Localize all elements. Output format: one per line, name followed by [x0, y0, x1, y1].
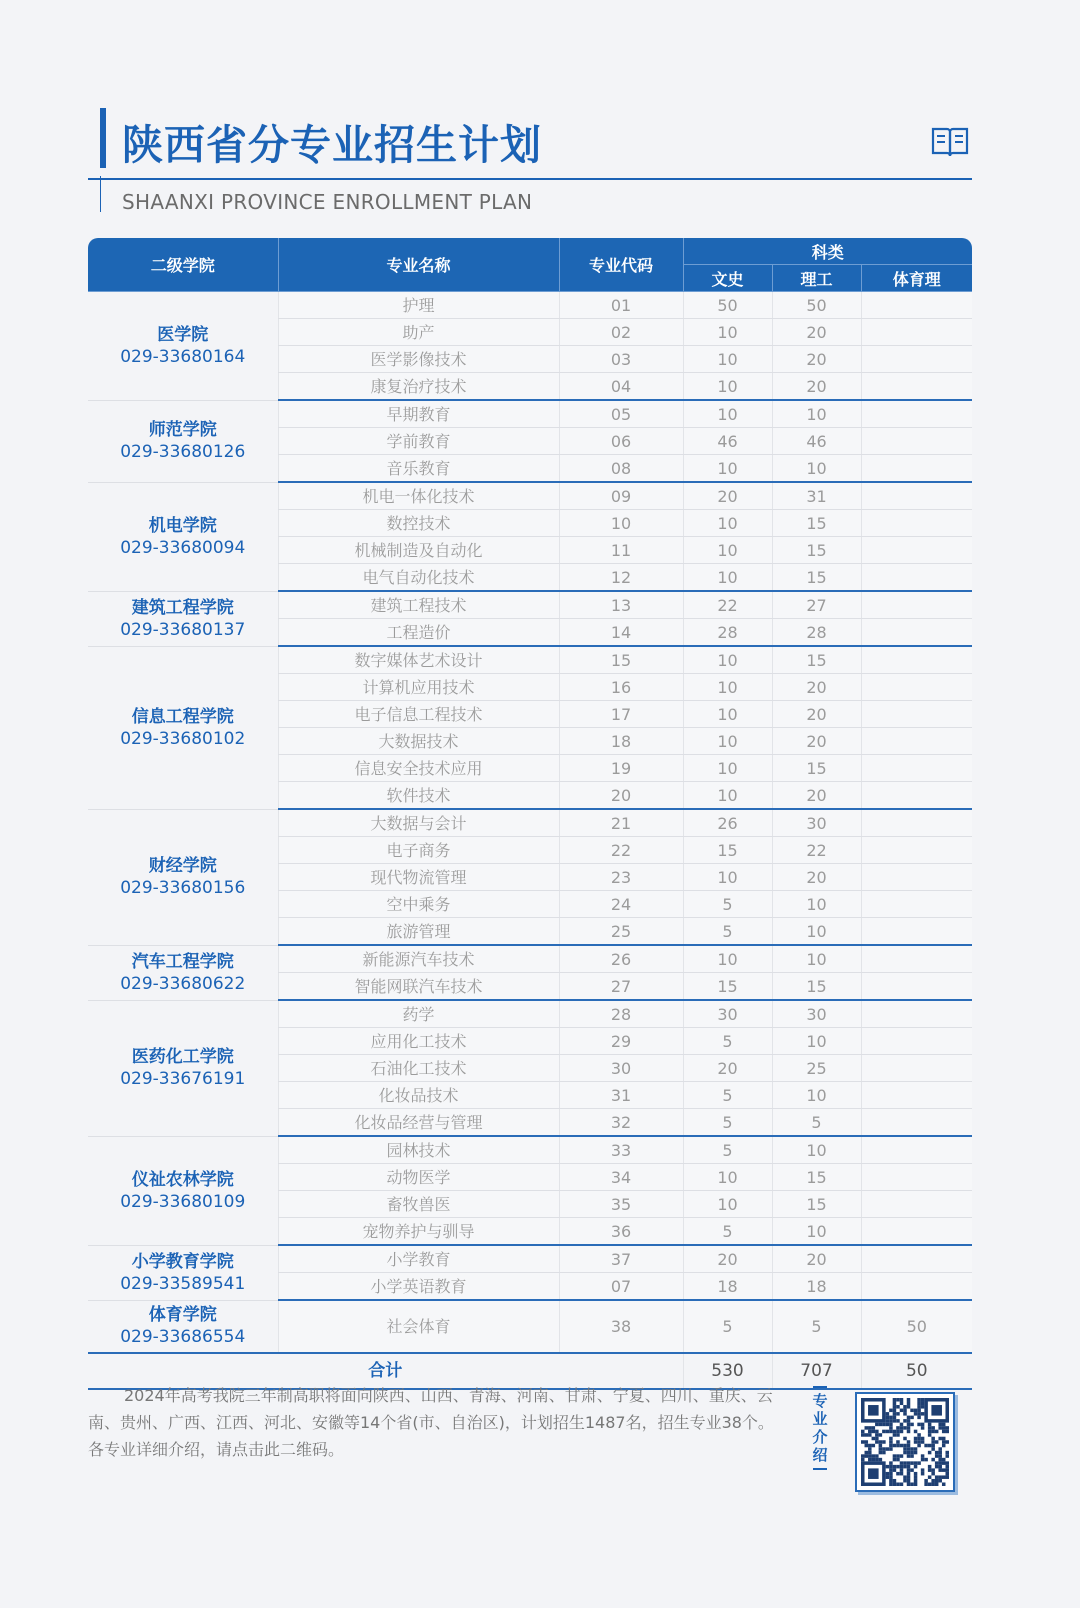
arts-quota-cell: 10: [683, 755, 772, 782]
page-header: [88, 102, 972, 222]
college-name: 信息工程学院: [131, 706, 234, 727]
arts-quota-cell: 10: [683, 674, 772, 701]
science-quota-cell: 10: [772, 455, 861, 483]
major-name-cell: 信息安全技术应用: [278, 755, 559, 782]
sports-quota-cell: [861, 482, 972, 510]
sports-quota-cell: [861, 1109, 972, 1137]
sports-quota-cell: [861, 1245, 972, 1273]
college-phone: 029-33680622: [120, 973, 246, 994]
arts-quota-cell: 10: [683, 564, 772, 592]
header-science: 理工: [772, 265, 861, 292]
header-arts: 文史: [683, 265, 772, 292]
arts-quota-cell: 5: [683, 918, 772, 946]
table-row: [88, 591, 972, 619]
science-quota-cell: 25: [772, 1055, 861, 1082]
sports-quota-cell: [861, 564, 972, 592]
sports-quota-cell: [861, 455, 972, 483]
arts-quota-cell: 50: [683, 292, 772, 319]
arts-quota-cell: 22: [683, 591, 772, 619]
major-name-cell: 工程造价: [278, 619, 559, 647]
page-subtitle: SHAANXI PROVINCE ENROLLMENT PLAN: [122, 190, 533, 214]
title-divider: [88, 178, 972, 180]
college-cell: [88, 945, 278, 1000]
science-quota-cell: 15: [772, 755, 861, 782]
major-code-cell: 24: [559, 891, 683, 918]
major-code-cell: 28: [559, 1000, 683, 1028]
major-code-cell: 07: [559, 1273, 683, 1301]
science-quota-cell: 10: [772, 1082, 861, 1109]
major-name-cell: 大数据与会计: [278, 809, 559, 837]
science-quota-cell: 15: [772, 1164, 861, 1191]
science-quota-cell: 15: [772, 1191, 861, 1218]
college-cell: [88, 1300, 278, 1353]
sports-quota-cell: [861, 591, 972, 619]
college-phone: 029-33680126: [120, 442, 246, 462]
major-code-cell: 23: [559, 864, 683, 891]
table-row: [88, 292, 972, 319]
arts-quota-cell: 20: [683, 482, 772, 510]
arts-quota-cell: 28: [683, 619, 772, 647]
sports-quota-cell: [861, 782, 972, 810]
college-phone: 029-33676191: [120, 1069, 246, 1089]
major-code-cell: 05: [559, 400, 683, 428]
enrollment-note: 2024年高考我院三年制高职将面向陕西、山西、青海、河南、甘肃、宁夏、四川、重庆、云南、贵州、广西、江西、河北、安徽等14个省(市、自治区)，计划招生1487名，招生专业38个。各专业详细介绍，请点击此二维码。: [88, 1386, 774, 1459]
science-quota-cell: 20: [772, 1245, 861, 1273]
table-row: [88, 1245, 972, 1273]
sports-quota-cell: [861, 864, 972, 891]
college-phone: 029-33680094: [120, 537, 246, 558]
arts-quota-cell: 10: [683, 537, 772, 564]
major-name-cell: 电气自动化技术: [278, 564, 559, 592]
major-code-cell: 31: [559, 1082, 683, 1109]
arts-quota-cell: 10: [683, 319, 772, 346]
major-code-cell: 14: [559, 619, 683, 647]
science-quota-cell: 20: [772, 674, 861, 701]
college-phone: 029-33680137: [120, 619, 246, 640]
sports-quota-cell: [861, 1136, 972, 1164]
sports-quota-cell: [861, 319, 972, 346]
science-quota-cell: 10: [772, 945, 861, 973]
college-name: 汽车工程学院: [131, 951, 234, 972]
sports-quota-cell: [861, 1218, 972, 1246]
major-code-cell: 11: [559, 537, 683, 564]
major-code-cell: 01: [559, 292, 683, 319]
science-quota-cell: 20: [772, 864, 861, 891]
major-code-cell: 37: [559, 1245, 683, 1273]
science-quota-cell: 15: [772, 564, 861, 592]
science-quota-cell: 20: [772, 782, 861, 810]
sports-quota-cell: [861, 400, 972, 428]
major-name-cell: 应用化工技术: [278, 1028, 559, 1055]
table-row: [88, 809, 972, 837]
sports-quota-cell: [861, 1000, 972, 1028]
sports-quota-cell: [861, 346, 972, 373]
major-name-cell: 园林技术: [278, 1136, 559, 1164]
header-code: 专业代码: [559, 238, 683, 292]
college-cell: [88, 646, 278, 809]
science-quota-cell: 28: [772, 619, 861, 647]
enrollment-plan-table: [88, 238, 972, 1390]
arts-quota-cell: 5: [683, 891, 772, 918]
major-code-cell: 18: [559, 728, 683, 755]
college-name: 财经学院: [148, 856, 217, 876]
major-name-cell: 小学英语教育: [278, 1273, 559, 1301]
college-name: 建筑工程学院: [131, 597, 234, 618]
table-row: [88, 945, 972, 973]
total-sports: 50: [861, 1353, 972, 1389]
arts-quota-cell: 10: [683, 728, 772, 755]
arts-quota-cell: 26: [683, 809, 772, 837]
college-cell: [88, 1245, 278, 1300]
sports-quota-cell: [861, 1164, 972, 1191]
sports-quota-cell: [861, 701, 972, 728]
college-name: 医药化工学院: [131, 1047, 234, 1067]
arts-quota-cell: 10: [683, 373, 772, 401]
science-quota-cell: 46: [772, 428, 861, 455]
major-name-cell: 机械制造及自动化: [278, 537, 559, 564]
arts-quota-cell: 15: [683, 837, 772, 864]
table-row: [88, 482, 972, 510]
major-intro-label: [810, 1382, 830, 1474]
major-code-cell: 08: [559, 455, 683, 483]
major-code-cell: 27: [559, 973, 683, 1001]
major-code-cell: 13: [559, 591, 683, 619]
arts-quota-cell: 15: [683, 973, 772, 1001]
header-category: 科类: [683, 238, 972, 265]
science-quota-cell: 20: [772, 319, 861, 346]
college-name: 医学院: [157, 324, 209, 345]
total-science: 707: [772, 1353, 861, 1389]
sports-quota-cell: 50: [861, 1300, 972, 1353]
science-quota-cell: 15: [772, 510, 861, 537]
arts-quota-cell: 30: [683, 1000, 772, 1028]
header-college: 二级学院: [88, 238, 278, 292]
major-name-cell: 音乐教育: [278, 455, 559, 483]
major-code-cell: 19: [559, 755, 683, 782]
major-name-cell: 软件技术: [278, 782, 559, 810]
sports-quota-cell: [861, 373, 972, 401]
major-code-cell: 38: [559, 1300, 683, 1353]
major-name-cell: 化妆品技术: [278, 1082, 559, 1109]
major-name-cell: 新能源汽车技术: [278, 945, 559, 973]
college-name: 体育学院: [148, 1305, 217, 1326]
major-code-cell: 09: [559, 482, 683, 510]
major-name-cell: 社会体育: [278, 1300, 559, 1353]
major-code-cell: 26: [559, 945, 683, 973]
total-label: 合计: [88, 1353, 683, 1389]
major-name-cell: 化妆品经营与管理: [278, 1109, 559, 1137]
table-row: [88, 646, 972, 674]
science-quota-cell: 10: [772, 400, 861, 428]
major-name-cell: 数字媒体艺术设计: [278, 646, 559, 674]
arts-quota-cell: 10: [683, 1164, 772, 1191]
arts-quota-cell: 10: [683, 400, 772, 428]
major-code-cell: 35: [559, 1191, 683, 1218]
major-code-cell: 03: [559, 346, 683, 373]
science-quota-cell: 10: [772, 1136, 861, 1164]
sports-quota-cell: [861, 1055, 972, 1082]
major-name-cell: 康复治疗技术: [278, 373, 559, 401]
arts-quota-cell: 10: [683, 701, 772, 728]
college-phone: 029-33686554: [120, 1327, 246, 1348]
major-name-cell: 电子信息工程技术: [278, 701, 559, 728]
science-quota-cell: 10: [772, 918, 861, 946]
major-code-cell: 32: [559, 1109, 683, 1137]
sports-quota-cell: [861, 674, 972, 701]
arts-quota-cell: 5: [683, 1028, 772, 1055]
major-code-cell: 21: [559, 809, 683, 837]
sports-quota-cell: [861, 646, 972, 674]
arts-quota-cell: 10: [683, 346, 772, 373]
college-cell: [88, 482, 278, 591]
science-quota-cell: 30: [772, 809, 861, 837]
arts-quota-cell: 10: [683, 945, 772, 973]
major-name-cell: 大数据技术: [278, 728, 559, 755]
sports-quota-cell: [861, 1191, 972, 1218]
college-cell: [88, 1000, 278, 1136]
science-quota-cell: 18: [772, 1273, 861, 1301]
sports-quota-cell: [861, 837, 972, 864]
arts-quota-cell: 10: [683, 646, 772, 674]
arts-quota-cell: 10: [683, 510, 772, 537]
open-book-icon: [930, 124, 970, 160]
title-accent-line: [100, 176, 101, 212]
college-cell: [88, 292, 278, 401]
science-quota-cell: 31: [772, 482, 861, 510]
science-quota-cell: 20: [772, 728, 861, 755]
arts-quota-cell: 10: [683, 455, 772, 483]
arts-quota-cell: 20: [683, 1245, 772, 1273]
science-quota-cell: 15: [772, 973, 861, 1001]
college-phone: 029-33680164: [120, 346, 246, 367]
arts-quota-cell: 5: [683, 1136, 772, 1164]
major-code-cell: 36: [559, 1218, 683, 1246]
major-name-cell: 计算机应用技术: [278, 674, 559, 701]
major-name-cell: 动物医学: [278, 1164, 559, 1191]
college-name: 师范学院: [148, 420, 217, 440]
major-name-cell: 石油化工技术: [278, 1055, 559, 1082]
major-code-cell: 34: [559, 1164, 683, 1191]
major-name-cell: 小学教育: [278, 1245, 559, 1273]
science-quota-cell: 22: [772, 837, 861, 864]
arts-quota-cell: 5: [683, 1082, 772, 1109]
table-row: [88, 400, 972, 428]
sports-quota-cell: [861, 537, 972, 564]
science-quota-cell: 27: [772, 591, 861, 619]
major-name-cell: 畜牧兽医: [278, 1191, 559, 1218]
table-row: [88, 1300, 972, 1353]
science-quota-cell: 10: [772, 1218, 861, 1246]
major-code-cell: 29: [559, 1028, 683, 1055]
arts-quota-cell: 5: [683, 1109, 772, 1137]
major-code-cell: 02: [559, 319, 683, 346]
major-name-cell: 数控技术: [278, 510, 559, 537]
major-name-cell: 宠物养护与驯导: [278, 1218, 559, 1246]
table-row: [88, 1000, 972, 1028]
major-name-cell: 机电一体化技术: [278, 482, 559, 510]
college-phone: 029-33680156: [120, 878, 246, 898]
major-code-cell: 16: [559, 674, 683, 701]
sports-quota-cell: [861, 1082, 972, 1109]
major-intro-text: 专业介绍: [812, 1392, 828, 1464]
college-phone: 029-33589541: [120, 1273, 246, 1294]
label-line-bottom: [813, 1468, 827, 1470]
major-code-cell: 30: [559, 1055, 683, 1082]
sports-quota-cell: [861, 755, 972, 782]
college-cell: [88, 400, 278, 482]
major-code-cell: 15: [559, 646, 683, 674]
sports-quota-cell: [861, 619, 972, 647]
major-code-cell: 25: [559, 918, 683, 946]
major-name-cell: 空中乘务: [278, 891, 559, 918]
total-arts: 530: [683, 1353, 772, 1389]
major-code-cell: 10: [559, 510, 683, 537]
major-code-cell: 20: [559, 782, 683, 810]
arts-quota-cell: 5: [683, 1300, 772, 1353]
science-quota-cell: 15: [772, 537, 861, 564]
page-title: 陕西省分专业招生计划: [122, 121, 542, 169]
arts-quota-cell: 10: [683, 864, 772, 891]
major-code-cell: 22: [559, 837, 683, 864]
header-sports: 体育理: [861, 265, 972, 292]
sports-quota-cell: [861, 891, 972, 918]
major-name-cell: 建筑工程技术: [278, 591, 559, 619]
qr-code-link[interactable]: [855, 1392, 955, 1492]
sports-quota-cell: [861, 728, 972, 755]
college-name: 小学教育学院: [131, 1251, 234, 1272]
qr-code-icon: [857, 1394, 953, 1490]
major-name-cell: 早期教育: [278, 400, 559, 428]
science-quota-cell: 10: [772, 891, 861, 918]
major-code-cell: 06: [559, 428, 683, 455]
label-line-top: [813, 1386, 827, 1388]
major-name-cell: 学前教育: [278, 428, 559, 455]
arts-quota-cell: 20: [683, 1055, 772, 1082]
major-code-cell: 04: [559, 373, 683, 401]
college-cell: [88, 1136, 278, 1245]
arts-quota-cell: 10: [683, 1191, 772, 1218]
science-quota-cell: 5: [772, 1300, 861, 1353]
sports-quota-cell: [861, 510, 972, 537]
science-quota-cell: 20: [772, 373, 861, 401]
sports-quota-cell: [861, 292, 972, 319]
college-name: 机电学院: [148, 515, 217, 536]
major-name-cell: 药学: [278, 1000, 559, 1028]
science-quota-cell: 50: [772, 292, 861, 319]
science-quota-cell: 5: [772, 1109, 861, 1137]
major-name-cell: 现代物流管理: [278, 864, 559, 891]
major-code-cell: 33: [559, 1136, 683, 1164]
sports-quota-cell: [861, 945, 972, 973]
header-major: 专业名称: [278, 238, 559, 292]
sports-quota-cell: [861, 973, 972, 1001]
title-accent-bar: [100, 108, 106, 168]
sports-quota-cell: [861, 1028, 972, 1055]
sports-quota-cell: [861, 1273, 972, 1301]
major-name-cell: 护理: [278, 292, 559, 319]
science-quota-cell: 20: [772, 701, 861, 728]
arts-quota-cell: 10: [683, 782, 772, 810]
science-quota-cell: 10: [772, 1028, 861, 1055]
college-phone: 029-33680109: [120, 1191, 246, 1212]
college-phone: 029-33680102: [120, 728, 246, 749]
arts-quota-cell: 18: [683, 1273, 772, 1301]
major-code-cell: 17: [559, 701, 683, 728]
college-name: 仪祉农林学院: [131, 1169, 234, 1190]
science-quota-cell: 20: [772, 346, 861, 373]
science-quota-cell: 30: [772, 1000, 861, 1028]
major-name-cell: 智能网联汽车技术: [278, 973, 559, 1001]
sports-quota-cell: [861, 809, 972, 837]
major-name-cell: 旅游管理: [278, 918, 559, 946]
college-cell: [88, 591, 278, 646]
major-name-cell: 电子商务: [278, 837, 559, 864]
table-row: [88, 1136, 972, 1164]
college-cell: [88, 809, 278, 945]
sports-quota-cell: [861, 428, 972, 455]
arts-quota-cell: 46: [683, 428, 772, 455]
science-quota-cell: 15: [772, 646, 861, 674]
major-code-cell: 12: [559, 564, 683, 592]
major-name-cell: 助产: [278, 319, 559, 346]
sports-quota-cell: [861, 918, 972, 946]
major-name-cell: 医学影像技术: [278, 346, 559, 373]
arts-quota-cell: 5: [683, 1218, 772, 1246]
